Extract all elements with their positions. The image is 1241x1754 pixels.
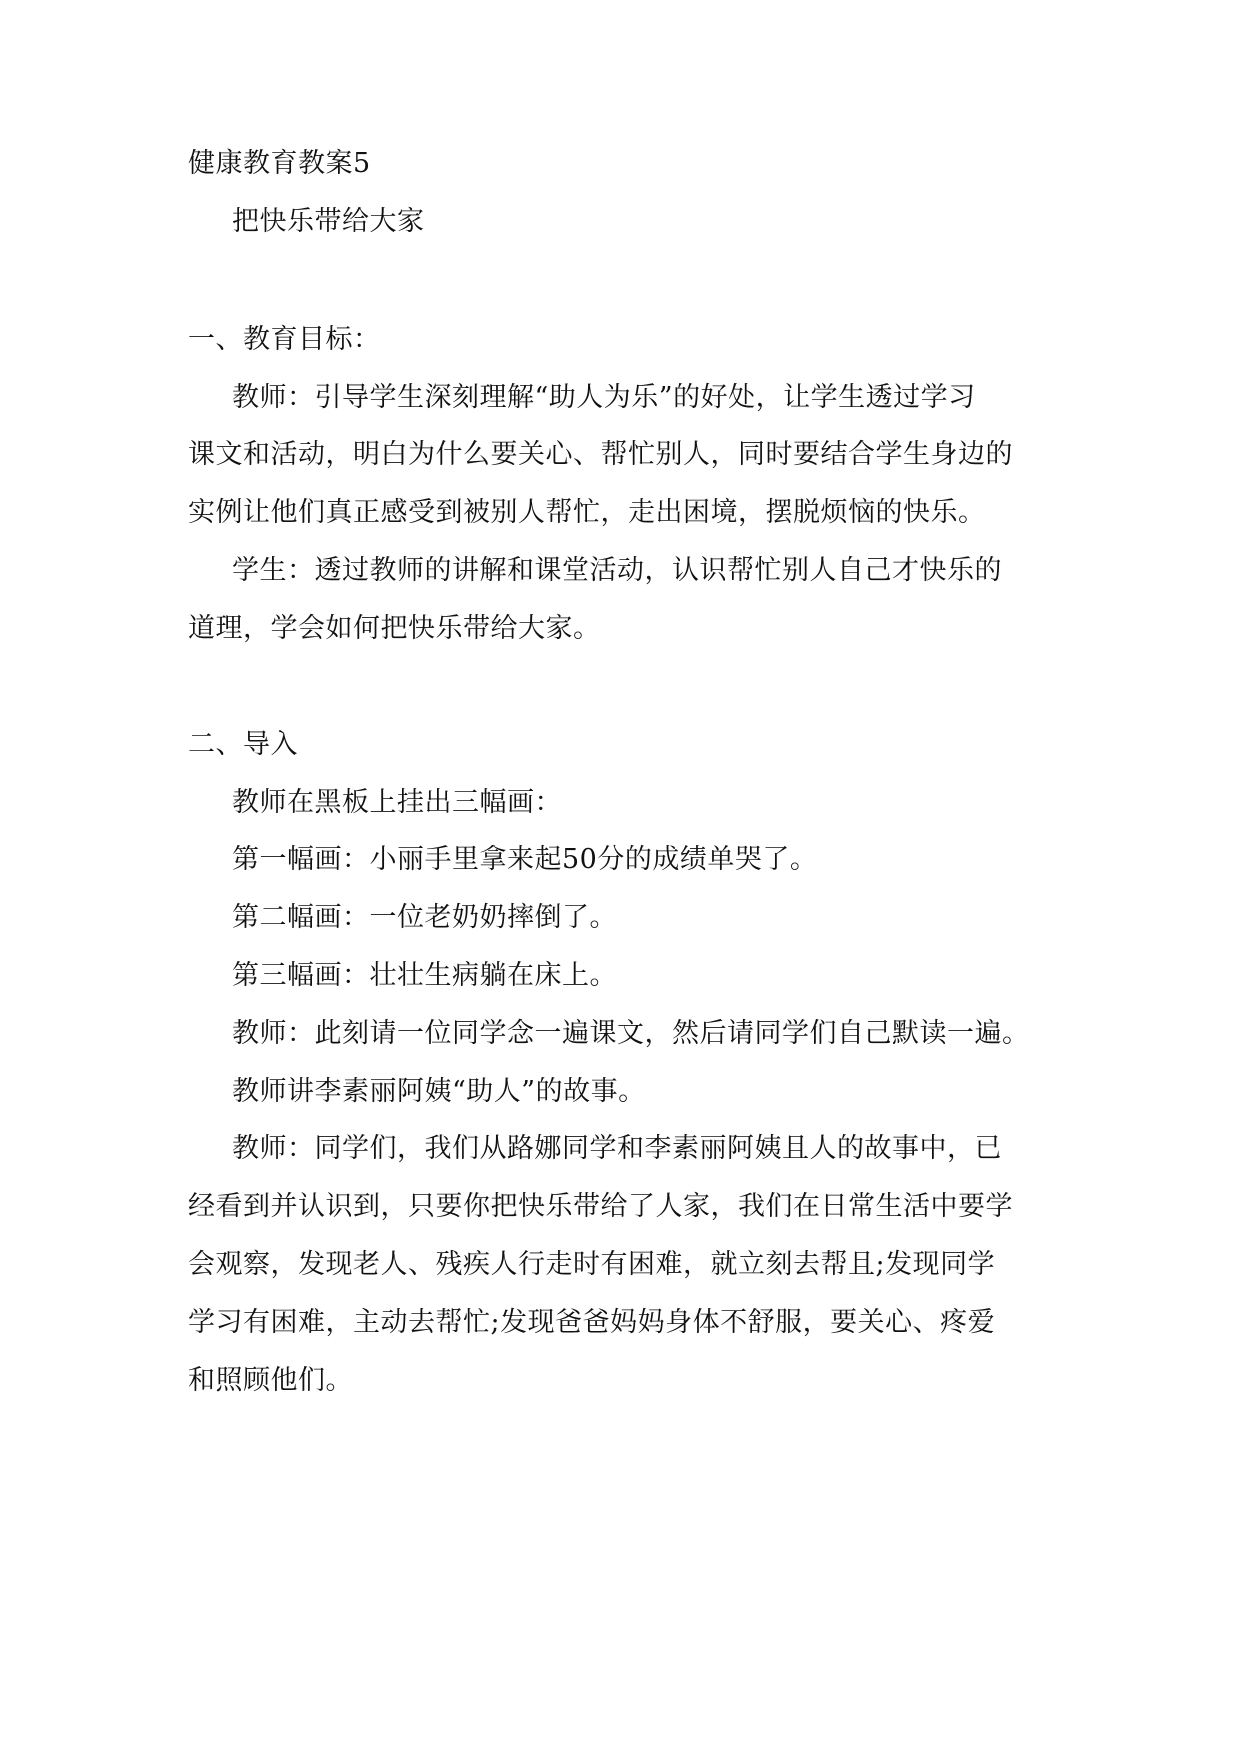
document-title: 健康教育教案5 [188, 148, 371, 179]
paragraph-line: 学习有困难，主动去帮忙;发现爸爸妈妈身体不舒服，要关心、疼爱 [188, 1307, 996, 1338]
paragraph-line: 第一幅画：小丽手里拿来起50分的成绩单哭了。 [232, 844, 818, 875]
section-heading-objectives: 一、教育目标： [188, 324, 381, 355]
section-heading-introduction: 二、导入 [188, 729, 298, 760]
paragraph-line: 会观察，发现老人、残疾人行走时有困难，就立刻去帮且;发现同学 [188, 1249, 996, 1280]
paragraph-line: 第二幅画：一位老奶奶摔倒了。 [232, 902, 617, 933]
paragraph-line: 教师：此刻请一位同学念一遍课文，然后请同学们自己默读一遍。 [232, 1018, 1030, 1049]
paragraph-line: 经看到并认识到，只要你把快乐带给了人家，我们在日常生活中要学 [188, 1191, 1013, 1222]
paragraph-line: 课文和活动，明白为什么要关心、帮忙别人，同时要结合学生身边的 [188, 439, 1013, 470]
paragraph-line: 学生：透过教师的讲解和课堂活动，认识帮忙别人自己才快乐的 [232, 555, 1002, 586]
paragraph-line: 教师：同学们，我们从路娜同学和李素丽阿姨且人的故事中，已 [232, 1133, 1002, 1164]
paragraph-line: 教师讲李素丽阿姨“助人”的故事。 [232, 1076, 646, 1107]
paragraph-line: 教师：引导学生深刻理解“助人为乐”的好处，让学生透过学习 [232, 382, 976, 413]
paragraph-line: 实例让他们真正感受到被别人帮忙，走出困境，摆脱烦恼的快乐。 [188, 497, 986, 528]
paragraph-line: 教师在黑板上挂出三幅画： [232, 787, 562, 818]
paragraph-line: 和照顾他们。 [188, 1365, 353, 1396]
paragraph-line: 道理，学会如何把快乐带给大家。 [188, 613, 601, 644]
document-subtitle: 把快乐带给大家 [232, 206, 425, 237]
paragraph-line: 第三幅画：壮壮生病躺在床上。 [232, 960, 617, 991]
